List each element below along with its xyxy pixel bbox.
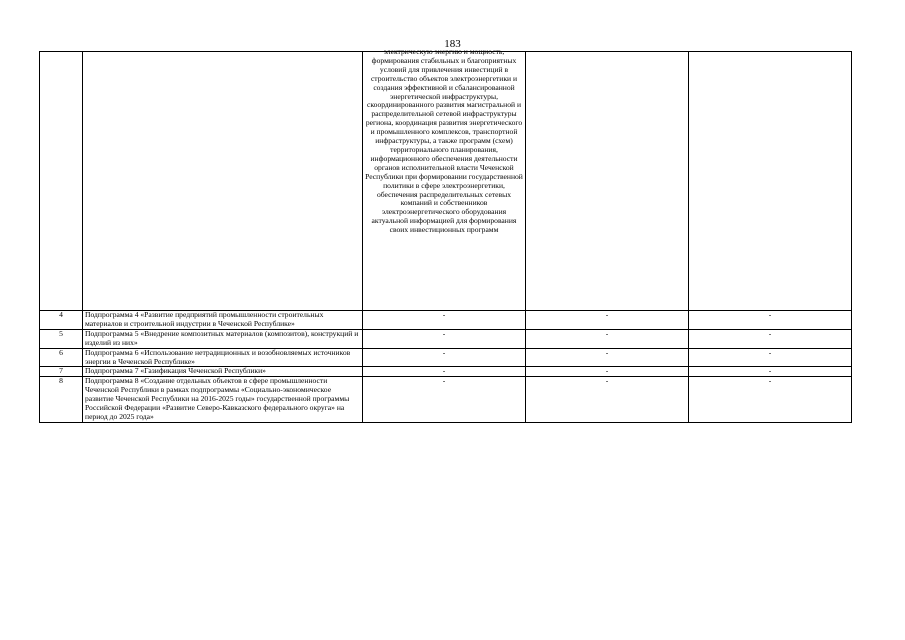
row-number: 5	[40, 329, 83, 348]
subprogram-name: Подпрограмма 7 «Газификация Чеченской Республики»	[83, 367, 363, 377]
cell-value: -	[363, 311, 526, 330]
table-cell-num	[40, 52, 83, 311]
table-cell-continuation-text	[363, 47, 526, 311]
cell-value: -	[526, 311, 689, 330]
row-number: 7	[40, 367, 83, 377]
cell-value: -	[363, 329, 526, 348]
table-cell-empty	[526, 52, 689, 311]
cell-value: -	[689, 311, 852, 330]
cell-value: -	[526, 348, 689, 367]
table-row	[40, 367, 852, 377]
row-number: 8	[40, 377, 83, 423]
cell-value: -	[689, 329, 852, 348]
row-number: 6	[40, 348, 83, 367]
row-number: 4	[40, 311, 83, 330]
table-row	[40, 329, 852, 348]
table-cell-empty	[689, 52, 852, 311]
cell-value: -	[689, 377, 852, 423]
table-cell-name	[83, 52, 363, 311]
table-row	[40, 377, 852, 423]
cell-value: -	[526, 367, 689, 377]
cell-value: -	[689, 367, 852, 377]
table-row	[40, 311, 852, 330]
subprogram-name: Подпрограмма 4 «Развитие предприятий промышленности строительных материалов и строительной индустрии в Чеченской Республике»	[83, 311, 363, 330]
cell-value: -	[363, 377, 526, 423]
page-number: 183	[444, 38, 461, 50]
subprogram-name: Подпрограмма 5 «Внедрение композитных материалов (композитов), конструкций и изделий из них»	[83, 329, 363, 348]
cell-value: -	[689, 348, 852, 367]
subprogram-name: Подпрограмма 8 «Создание отдельных объектов в сфере промышленности Чеченской Республики в рамках подпрограммы «Социально-экономическое развитие Чеченской Республики на 2016-2025 годы» государственной программы Российской Федерации «Развитие Северо-Кавказского федерального округа» на период до 2025 года»	[83, 377, 363, 423]
cell-value: -	[526, 329, 689, 348]
table-row-continuation	[40, 52, 852, 311]
cell-value: -	[526, 377, 689, 423]
cell-value: -	[363, 367, 526, 377]
table-row	[40, 348, 852, 367]
program-table	[39, 47, 852, 423]
cell-value: -	[363, 348, 526, 367]
continuation-text: электрическую энергию и мощность, формирования стабильных и благоприятных условий для привлечения инвестиций в строительство объектов электроэнергетики и создания эффективной и сбалансированной энергетической инфраструктуры, скоординированного развития магистральной и распределительной сетевой инфраструктуры региона, координация развития энергетического и промышленного комплексов, транспортной инфраструктуры, а также программ (схем) территориального планирования, информационного обеспечения деятельности органов исполнительной власти Чеченской Республики при формировании государственной политики в сфере электроэнергетики, обеспечения распределительных сетевых компаний и собственников электроэнергетического оборудования актуальной информацией для формирования своих инвестиционных программ	[365, 47, 523, 235]
subprogram-name: Подпрограмма 6 «Использование нетрадиционных и возобновляемых источников энергии в Чеченской Республике»	[83, 348, 363, 367]
